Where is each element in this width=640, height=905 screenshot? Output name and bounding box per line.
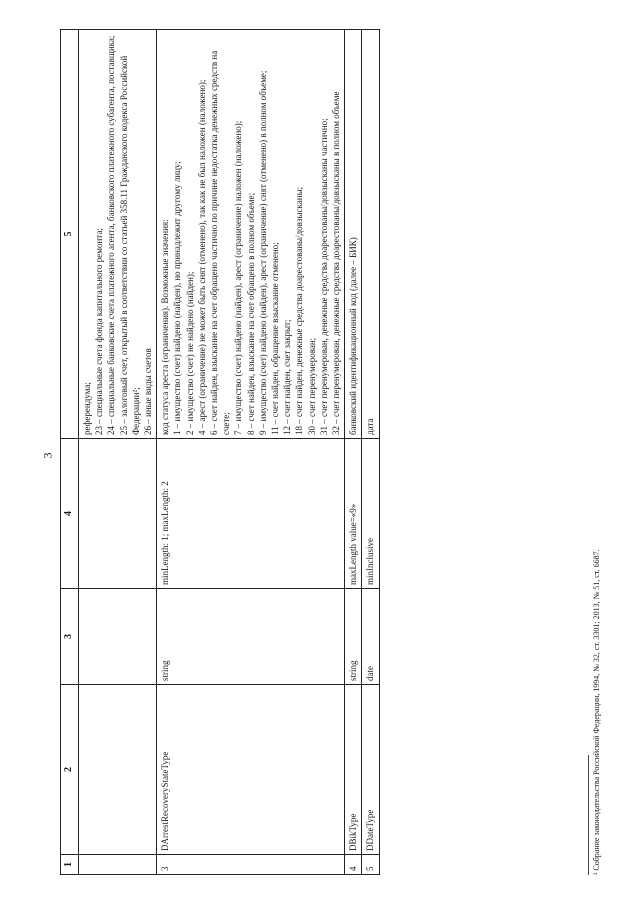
description-line: 23 – специальные счета фонда капитального ремонта; (94, 228, 105, 435)
row-number-cell: 5 (362, 855, 379, 875)
type-name-cell: DBikType (345, 685, 362, 855)
description-line: 6 – счет найден, взыскание на счет обращено частично по причине недостатка денежных средств на счете; (209, 50, 232, 435)
table-row (157, 30, 345, 875)
table-row (79, 30, 157, 875)
description-line: 4 – арест (ограничение) не может быть снят (отменено), так как не был наложен (наложено); (196, 79, 207, 435)
description-line: 32 – счет перенумерован, денежные средства доарестованы/довзысканы в полном объеме (331, 91, 342, 435)
table-row (345, 30, 362, 875)
page-number: 3 (40, 452, 55, 459)
description-line: 31 – счет перенумерован, денежные средства доарестованы/довзысканы частично; (318, 118, 329, 435)
row-number-cell: 4 (345, 855, 362, 875)
restriction-cell: minInclusive (362, 439, 379, 589)
table-row (362, 30, 379, 875)
description-line: 1 – имущество (счет) найдено (найден), но принадлежит другому лицу; (172, 161, 183, 435)
table-body (79, 30, 380, 875)
description-line: 2 – имущество (счет) не найдено (найден); (184, 271, 195, 435)
description-cell (157, 30, 345, 439)
description-line: 24 – специальные банковские счета платежного агента, банковского платежного субагента, поставщика; (106, 35, 117, 435)
column-header-5: 5 (61, 30, 79, 439)
description-line: 30 – счет перенумерован; (306, 337, 317, 435)
description-line: 11 – счет найден, обращение взыскание отменено; (270, 242, 281, 435)
table-header-row (61, 30, 79, 875)
description-line: 8 – счет найден, взыскание на счет обращено в полном объеме; (245, 192, 256, 435)
description-line: дата (365, 418, 376, 435)
description-line: код статуса ареста (ограничения). Возможные значения: (160, 219, 171, 435)
rotated-page-content (60, 30, 601, 875)
column-header-3: 3 (61, 589, 79, 685)
description-line: референдума; (82, 382, 92, 435)
column-header-1: 1 (61, 855, 79, 875)
description-line: 26 – иные виды счетов (143, 348, 154, 435)
description-line: 12 – счет найден, счет закрыт; (282, 319, 293, 435)
restriction-cell (79, 439, 157, 589)
footnote-divider (588, 755, 589, 875)
description-line: 25 – залоговый счет, открытый в соответствии со статьей 358.11 Гражданского кодекса Российской Федерации²; (118, 55, 141, 435)
restriction-cell: maxLength value=«9» (345, 439, 362, 589)
type-name-cell: DDateType (362, 685, 379, 855)
row-number-cell: 3 (157, 855, 345, 875)
description-cell (345, 30, 362, 439)
type-name-cell: DArrestRecoveryStateType (157, 685, 345, 855)
row-number-cell (79, 855, 157, 875)
description-line: 18 – счет найден, денежные средства доарестованы/довзысканы; (294, 186, 305, 435)
column-header-4: 4 (61, 439, 79, 589)
type-name-cell (79, 685, 157, 855)
column-header-2: 2 (61, 685, 79, 855)
description-line: 9 – имущество (счет) найдено (найден), арест (ограничение) снят (отменено) в полном объеме; (257, 70, 268, 435)
restriction-cell: minLength: 1; maxLength: 2 (157, 439, 345, 589)
base-type-cell: string (345, 589, 362, 685)
base-type-cell: date (362, 589, 379, 685)
description-cell (79, 30, 157, 439)
base-type-cell: string (157, 589, 345, 685)
description-line: 7 – имущество (счет) найдено (найден), арест (ограничение) наложен (наложено); (233, 120, 244, 435)
description-cell (362, 30, 379, 439)
footnote: ² Собрание законодательства Российской Федерации, 1994, № 32, ст. 3301; 2013, № 51, ст. 6687. (592, 549, 601, 875)
data-types-table (60, 29, 380, 875)
base-type-cell (79, 589, 157, 685)
description-line: банковский идентификационный код (далее – БИК) (348, 237, 359, 435)
